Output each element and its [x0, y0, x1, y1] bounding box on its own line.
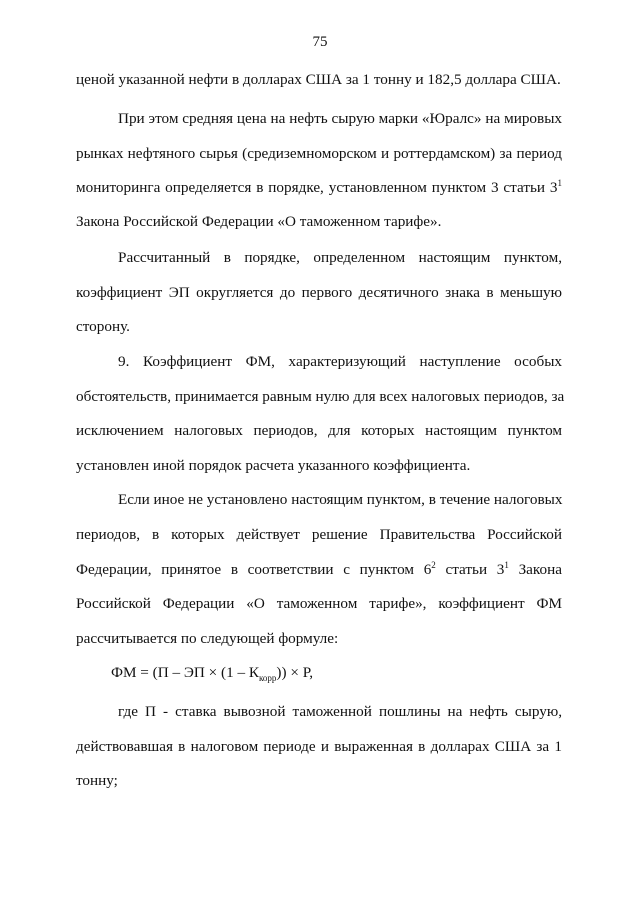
text-line: установлен иной порядок расчета указанного коэффициента. [76, 457, 471, 474]
text-line: действовавшая в налоговом периоде и выраженная в долларах США за 1 [76, 738, 562, 755]
superscript: 2 [431, 559, 436, 570]
text-line: периодов, в которых действует решение Правительства Российской [76, 526, 562, 543]
formula [111, 663, 597, 683]
text-line: ценой указанной нефти в долларах США за 1 тонну и 182,5 доллара США. [76, 71, 561, 88]
text-line: Российской Федерации «О таможенном тарифе», коэффициент ФМ [76, 595, 562, 612]
formula-part: )) × Р, [276, 664, 314, 681]
formula-part: ФМ = (П – ЭП × (1 – К [111, 664, 259, 681]
text-line: рынках нефтяного сырья (средиземноморском и роттердамском) за период [76, 145, 562, 162]
superscript: 1 [504, 559, 509, 570]
text-line: Если иное не установлено настоящим пунктом, в течение налоговых [118, 491, 563, 508]
text-line: коэффициент ЭП округляется до первого десятичного знака в меньшую [76, 284, 562, 301]
superscript: 1 [557, 177, 562, 188]
text-line: Закона Российской Федерации «О таможенном тарифе». [76, 213, 442, 230]
text-line: При этом средняя цена на нефть сырую марки «Юралс» на мировых [118, 110, 562, 127]
subscript: корр [259, 673, 277, 684]
text-line [76, 178, 562, 198]
text-line [76, 560, 562, 580]
text-line: Рассчитанный в порядке, определенном настоящим пунктом, [118, 249, 562, 266]
text-line: где П - ставка вывозной таможенной пошлины на нефть сырую, [118, 703, 562, 720]
text-line: исключением налоговых периодов, для которых настоящим пунктом [76, 422, 562, 439]
text-line: рассчитывается по следующей формуле: [76, 630, 339, 647]
text-segment: статьи 3 [435, 561, 505, 578]
text-line: сторону. [76, 318, 130, 335]
text-segment: Закона [508, 561, 562, 578]
text-line: тонну; [76, 772, 118, 789]
page-number: 75 [312, 34, 328, 50]
text-line: обстоятельств, принимается равным нулю для всех налоговых периодов, за [76, 388, 565, 405]
text-segment: мониторинга определяется в порядке, установленном пунктом 3 статьи 3 [76, 179, 558, 196]
text-line: 9. Коэффициент ФМ, характеризующий наступление особых [118, 353, 562, 370]
text-segment: Федерации, принятое в соответствии с пунктом 6 [76, 561, 432, 578]
